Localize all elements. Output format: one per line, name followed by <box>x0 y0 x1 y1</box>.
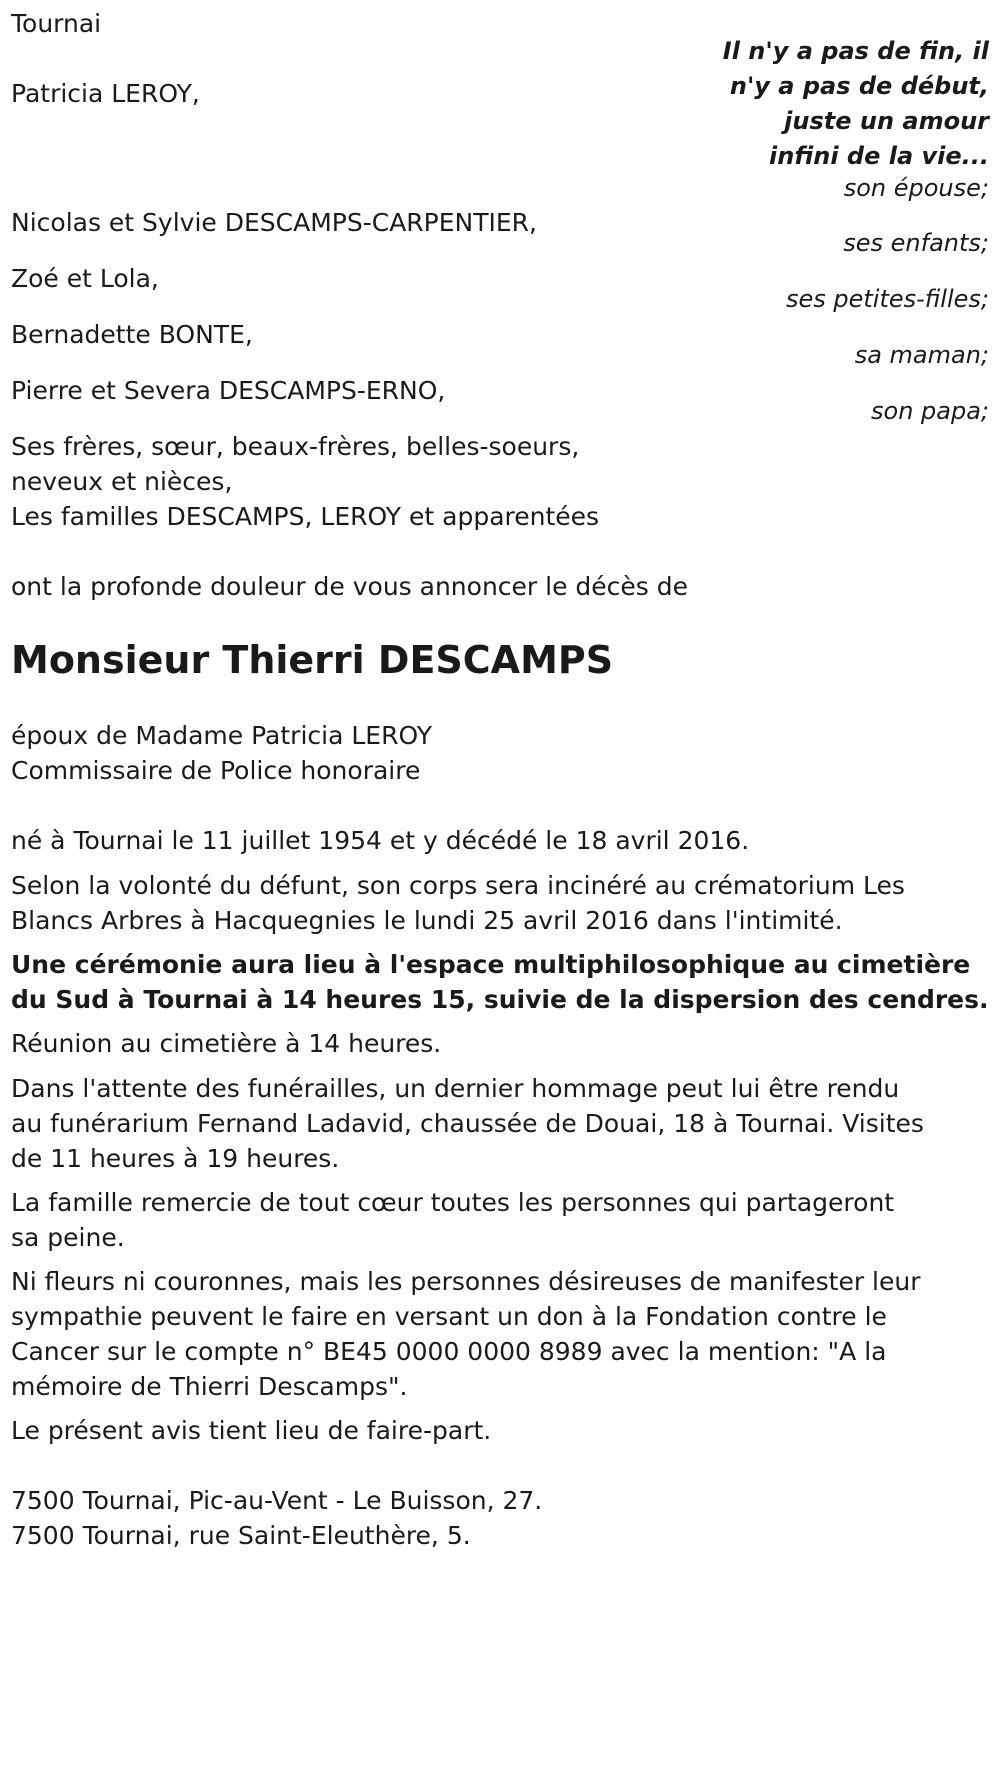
quote-line: Il n'y a pas de fin, il <box>722 37 989 65</box>
extended-family-line: neveux et nièces, <box>11 467 233 496</box>
thanks-paragraph-line: sa peine. <box>11 1223 125 1252</box>
birth-death-paragraph: né à Tournai le 11 juillet 1954 et y décédé le 18 avril 2016. <box>11 826 750 855</box>
family-member-role: son papa; <box>871 397 989 425</box>
visits-paragraph-line: au funérarium Fernand Ladavid, chaussée de Douai, 18 à Tournai. Visites <box>11 1109 924 1138</box>
city-heading: Tournai <box>11 9 102 38</box>
meeting-paragraph: Réunion au cimetière à 14 heures. <box>11 1029 442 1058</box>
quote-line: infini de la vie... <box>769 142 989 170</box>
announcement-text: ont la profonde douleur de vous annoncer le décès de <box>11 572 689 601</box>
family-member-name: Patricia LEROY, <box>11 79 200 108</box>
cremation-paragraph-line: Selon la volonté du défunt, son corps sera incinéré au crématorium Les <box>11 871 905 900</box>
extended-family-line: Les familles DESCAMPS, LEROY et apparentées <box>11 502 600 531</box>
family-member-role: ses enfants; <box>843 229 989 257</box>
quote-line: juste un amour <box>784 107 989 135</box>
address-line: 7500 Tournai, Pic-au-Vent - Le Buisson, 27. <box>11 1486 543 1515</box>
family-member-role: sa maman; <box>854 341 989 369</box>
extended-family-line: Ses frères, sœur, beaux-frères, belles-soeurs, <box>11 432 580 461</box>
family-member-role: ses petites-filles; <box>785 285 989 313</box>
visits-paragraph-line: Dans l'attente des funérailles, un dernier hommage peut lui être rendu <box>11 1074 900 1103</box>
deceased-detail: Commissaire de Police honoraire <box>11 756 421 785</box>
family-member-name: Bernadette BONTE, <box>11 320 253 349</box>
family-member-name: Pierre et Severa DESCAMPS-ERNO, <box>11 376 446 405</box>
donations-paragraph-line: Ni fleurs ni couronnes, mais les personnes désireuses de manifester leur <box>11 1267 921 1296</box>
address-line: 7500 Tournai, rue Saint-Eleuthère, 5. <box>11 1521 471 1550</box>
visits-paragraph-line: de 11 heures à 19 heures. <box>11 1144 340 1173</box>
ceremony-paragraph-line: Une cérémonie aura lieu à l'espace multiphilosophique au cimetière <box>11 950 971 979</box>
cremation-paragraph-line: Blancs Arbres à Hacquegnies le lundi 25 avril 2016 dans l'intimité. <box>11 906 843 935</box>
ceremony-paragraph-line: du Sud à Tournai à 14 heures 15, suivie de la dispersion des cendres. <box>11 985 989 1014</box>
donations-paragraph-line: sympathie peuvent le faire en versant un don à la Fondation contre le <box>11 1302 887 1331</box>
family-member-name: Zoé et Lola, <box>11 264 159 293</box>
deceased-detail: époux de Madame Patricia LEROY <box>11 721 433 750</box>
thanks-paragraph-line: La famille remercie de tout cœur toutes les personnes qui partageront <box>11 1188 895 1217</box>
donations-paragraph-line: mémoire de Thierri Descamps". <box>11 1372 408 1401</box>
family-member-role: son épouse; <box>843 174 989 202</box>
quote-line: n'y a pas de début, <box>729 72 989 100</box>
notice-paragraph: Le présent avis tient lieu de faire-part. <box>11 1416 492 1445</box>
family-member-name: Nicolas et Sylvie DESCAMPS-CARPENTIER, <box>11 208 538 237</box>
deceased-name: Monsieur Thierri DESCAMPS <box>11 638 614 682</box>
donations-paragraph-line: Cancer sur le compte n° BE45 0000 0000 8989 avec la mention: "A la <box>11 1337 887 1366</box>
